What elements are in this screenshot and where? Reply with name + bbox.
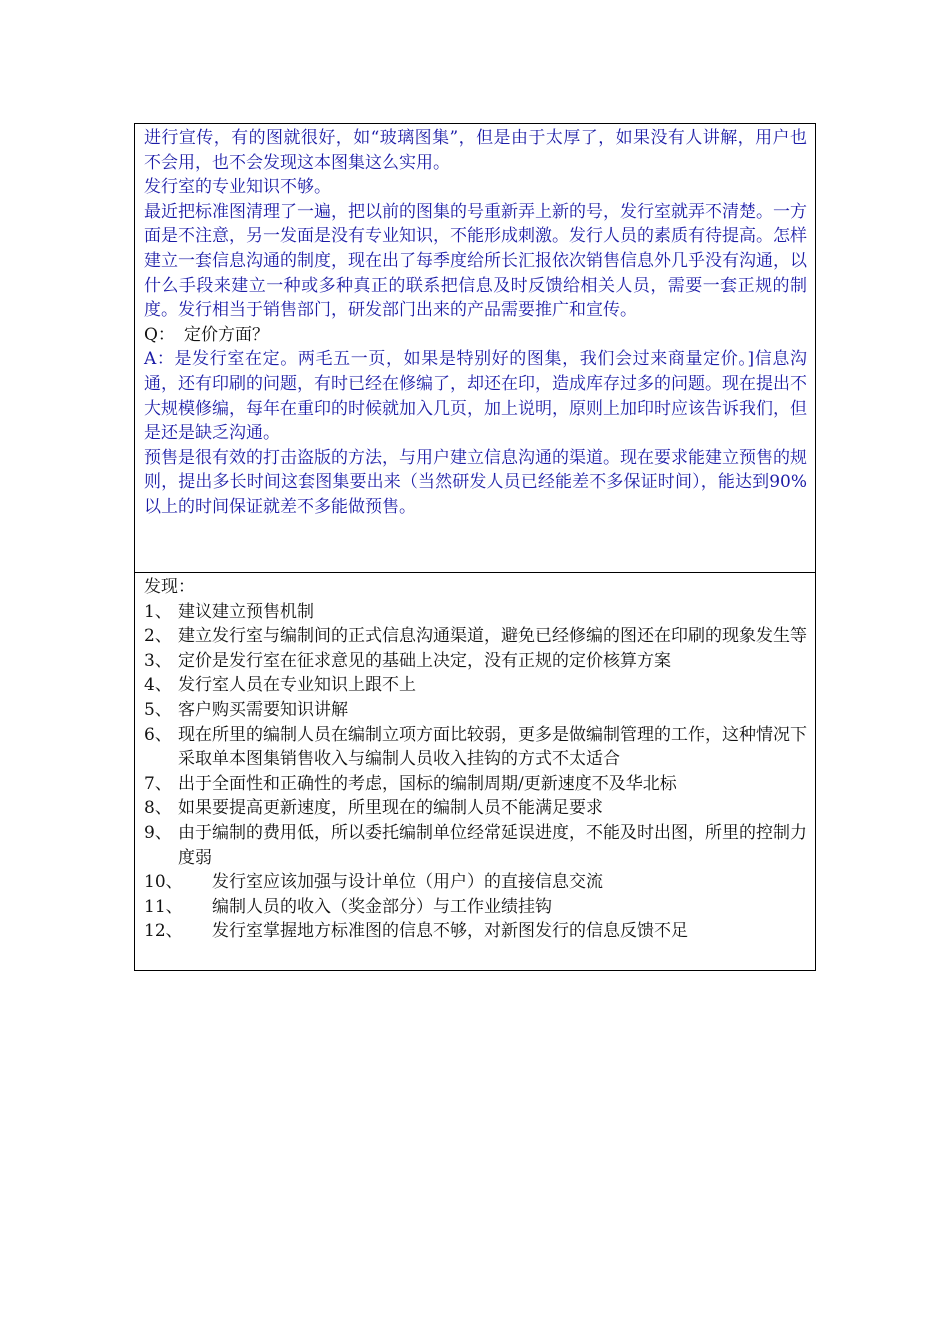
finding-item [144,673,807,698]
finding-text: 编制人员的收入（奖金部分）与工作业绩挂钩 [212,896,552,917]
finding-number: 9、 [144,822,172,843]
findings-heading: 发现： [144,577,195,597]
finding-text: 如果要提高更新速度，所里现在的编制人员不能满足要求 [178,798,603,819]
finding-number: 11、 [144,896,183,917]
answer-paragraph-2: 预售是很有效的打击盗版的方法，与用户建立信息沟通的渠道。现在要求能建立预售的规则，提出多长时间这套图集要出来（当然研发人员已经能差不多保证时间），能达到90%以上的时间保证就差不多能做预售。 [144,447,807,517]
finding-text: 现在所里的编制人员在编制立项方面比较弱，更多是做编制管理的工作，这种情况下采取单本图集销售收入与编制人员收入挂钩的方式不太适合 [178,724,807,770]
finding-text: 发行室人员在专业知识上跟不上 [178,675,416,696]
finding-number: 3、 [144,650,172,671]
finding-number: 6、 [144,724,172,745]
finding-text: 发行室掌握地方标准图的信息不够，对新图发行的信息反馈不足 [212,921,688,942]
finding-text: 定价是发行室在征求意见的基础上决定，没有正规的定价核算方案 [178,650,671,671]
question-text: 定价方面？ [184,324,269,345]
question-label: Q： [144,324,175,345]
finding-number: 5、 [144,699,172,720]
finding-item [144,821,807,870]
finding-text: 客户购买需要知识讲解 [178,699,348,720]
finding-number: 8、 [144,798,172,819]
finding-item [144,600,807,625]
finding-number: 10、 [144,872,183,893]
finding-item [144,649,807,674]
finding-item [144,895,807,920]
question-line [144,323,807,348]
interview-table [134,123,816,971]
finding-number: 2、 [144,626,172,647]
finding-number: 4、 [144,675,172,696]
finding-text: 由于编制的费用低，所以委托编制单位经常延误进度，不能及时出图，所里的控制力度弱 [178,822,807,868]
finding-item [144,919,807,944]
notes-paragraph-2: 发行室的专业知识不够。 [144,177,331,198]
notes-paragraph-3: 最近把标准图清理了一遍，把以前的图集的号重新弄上新的号，发行室就弄不清楚。一方面是不注意，另一发面是没有专业知识，不能形成刺激。发行人员的素质有待提高。怎样建立一套信息沟通的制度，现在出了每季度给所长汇报依次销售信息外几乎没有沟通，以什么手段来建立一种或多种真正的联系把信息及时反馈给相关人员，需要一套正规的制度。发行相当于销售部门，研发部门出来的产品需要推广和宣传。 [144,201,807,321]
finding-text: 建立发行室与编制间的正式信息沟通渠道，避免已经修编的图还在印刷的现象发生等 [178,626,807,647]
finding-text: 出于全面性和正确性的考虑，国标的编制周期/更新速度不及华北标 [178,773,677,794]
interview-notes-cell [135,124,815,573]
finding-item [144,772,807,797]
finding-item [144,624,807,649]
finding-item [144,870,807,895]
findings-cell [135,573,815,970]
finding-item [144,796,807,821]
findings-list [144,600,807,944]
finding-number: 1、 [144,601,172,622]
finding-text: 建议建立预售机制 [178,601,314,622]
finding-number: 12、 [144,921,183,942]
finding-number: 7、 [144,773,172,794]
finding-item [144,698,807,723]
finding-text: 发行室应该加强与设计单位（用户）的直接信息交流 [212,872,603,893]
finding-item [144,723,807,772]
notes-paragraph-1: 进行宣传，有的图就很好，如“玻璃图集”，但是由于太厚了，如果没有人讲解，用户也不会用，也不会发现这本图集这么实用。 [144,128,807,173]
answer-paragraph-1: A：是发行室在定。两毛五一页，如果是特别好的图集，我们会过来商量定价。]信息沟通，还有印刷的问题，有时已经在修编了，却还在印，造成库存过多的问题。现在提出不大规模修编，每年在重印的时候就加入几页，加上说明，原则上加印时应该告诉我们，但是还是缺乏沟通。 [144,349,807,444]
